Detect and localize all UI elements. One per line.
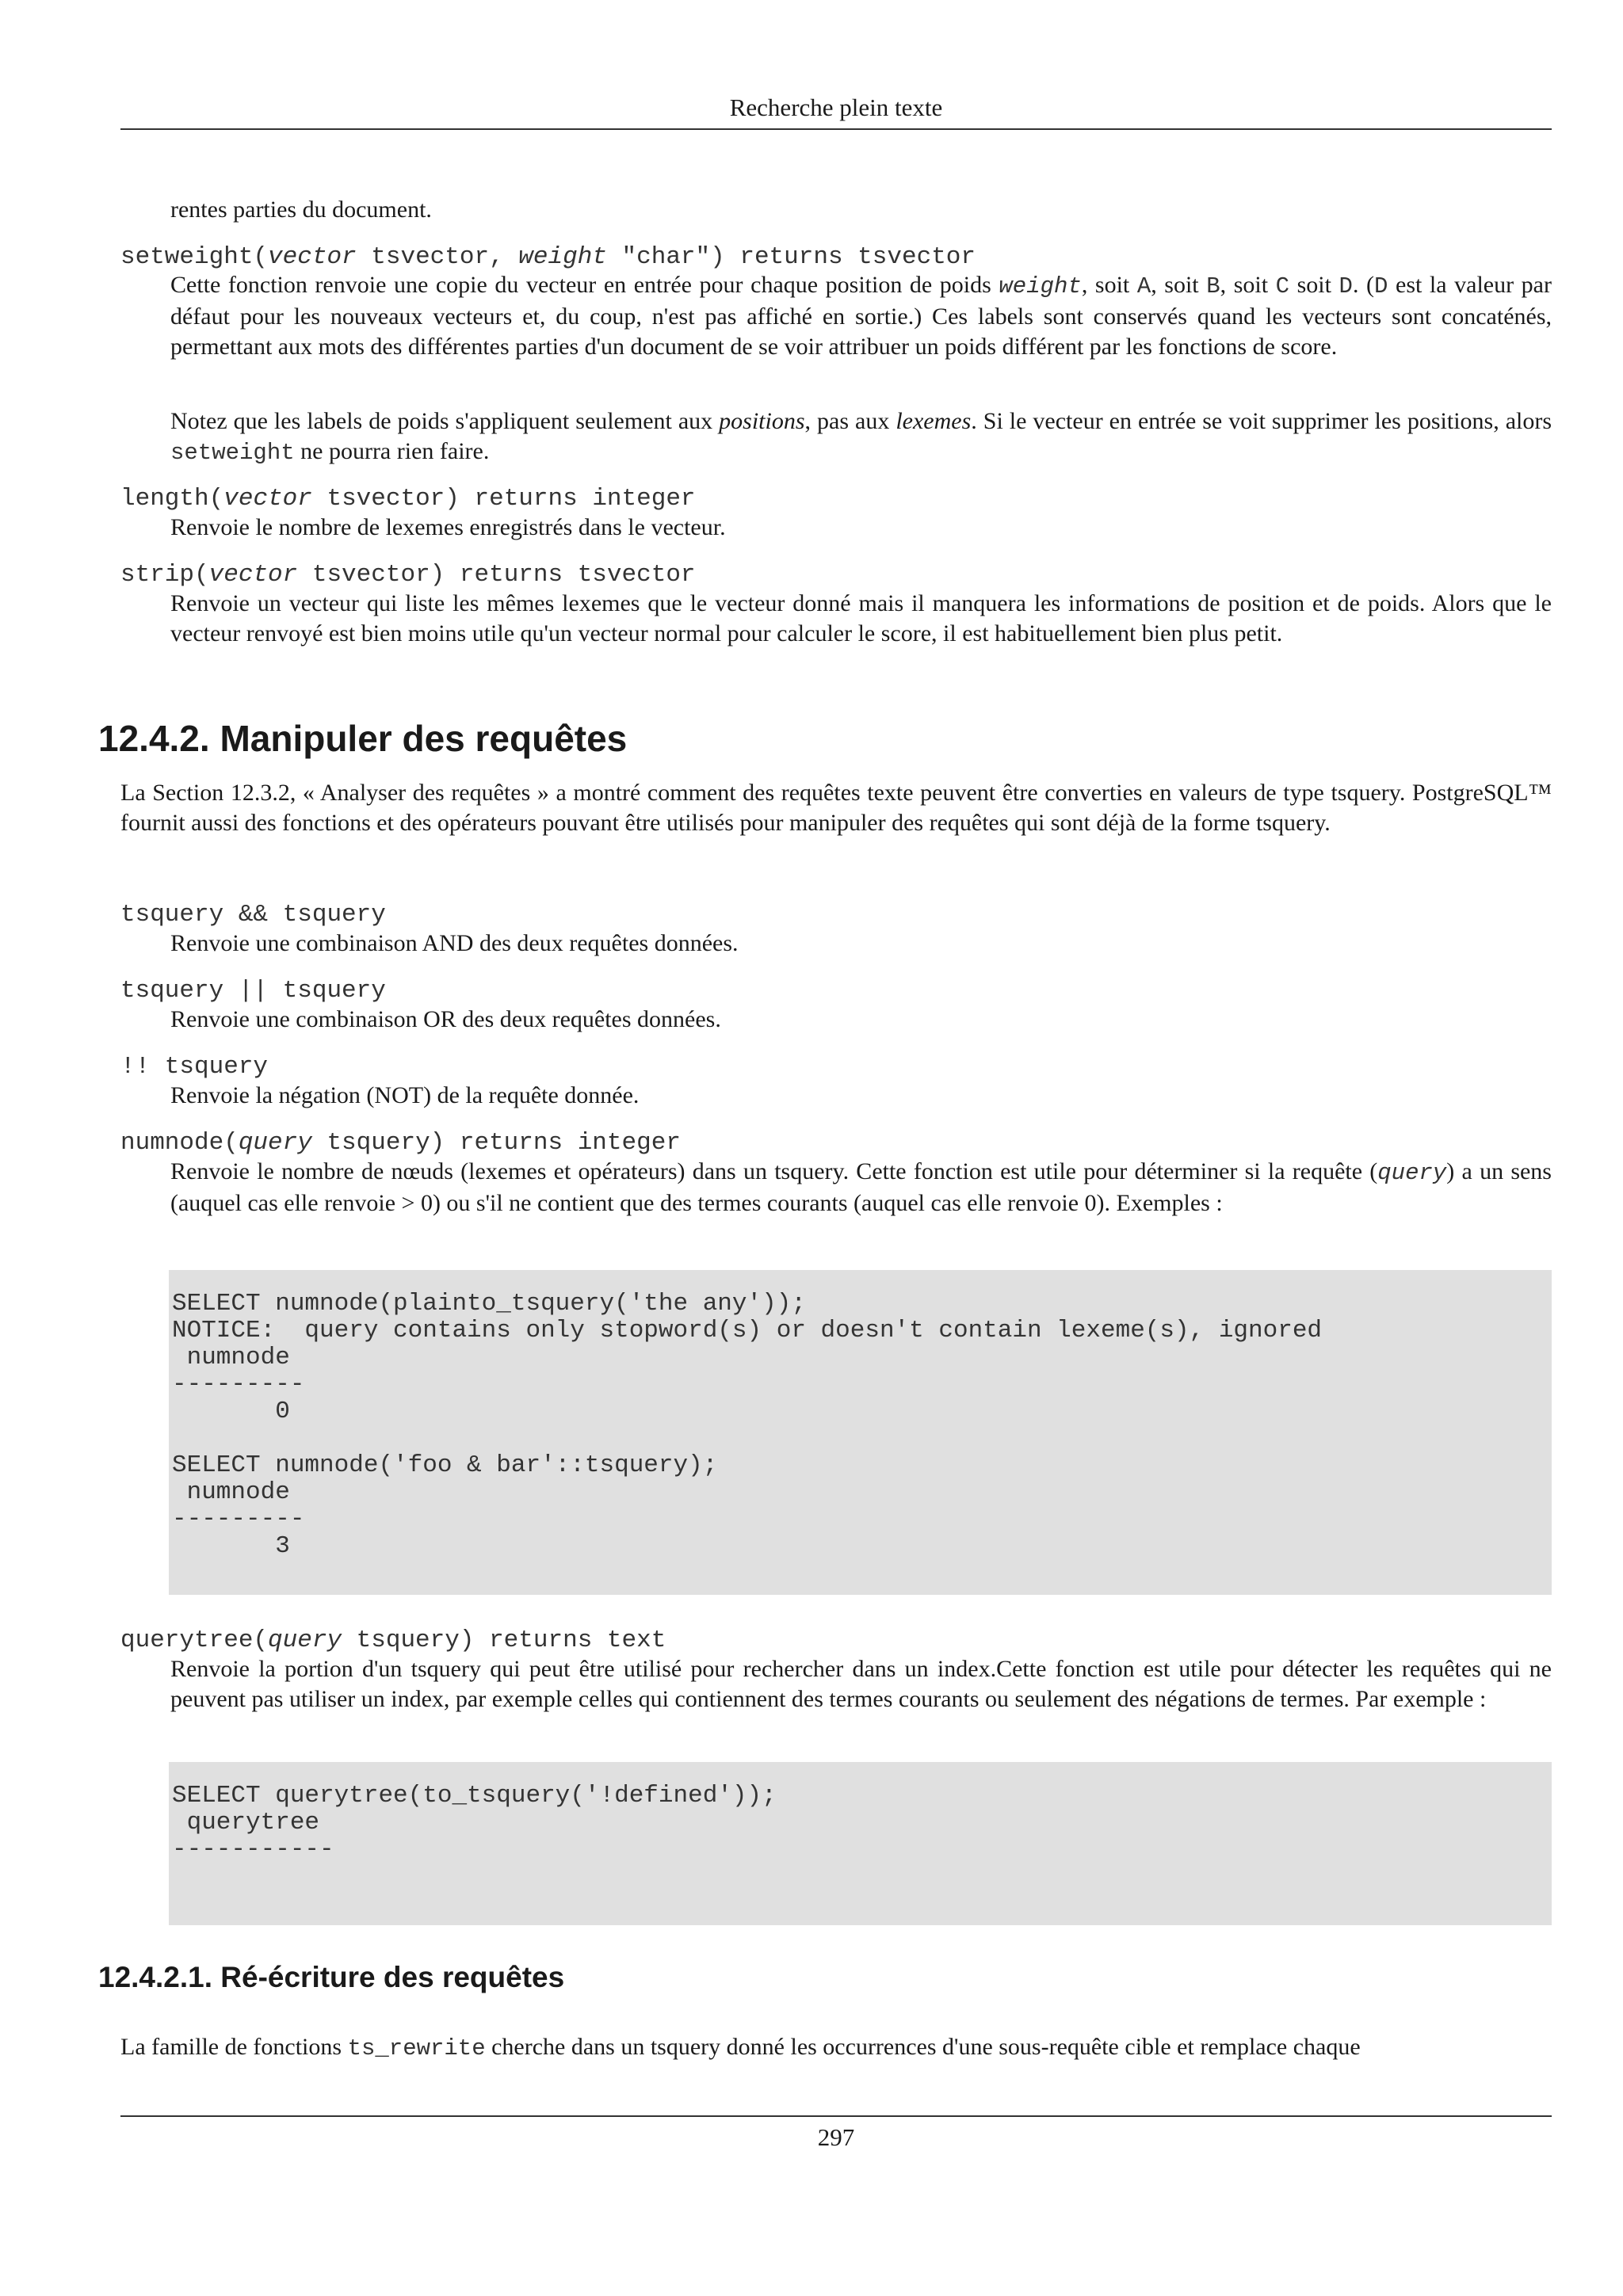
text-run: est la valeur par défaut pour les nouveaux vecteurs et, du coup, n'est pas affiché en sortie.) Ces labels sont conservés quand les vecteurs sont concaténés, permettant aux mots des différentes parties d'un document de se voir attribuer un poids différent par les fonctions de score. xyxy=(170,272,1552,360)
querytree-code-example xyxy=(169,1762,1552,1925)
text-run: cherche dans un tsquery donné les occurrences d'une sous-requête cible et remplace chaque xyxy=(485,2034,1361,2060)
strip-signature xyxy=(120,559,696,590)
emphasis: lexemes xyxy=(896,408,972,434)
subsection-heading: 12.4.2.1. Ré-écriture des requêtes xyxy=(98,1961,565,1993)
length-description: Renvoie le nombre de lexemes enregistrés dans le vecteur. xyxy=(170,514,726,540)
numnode-description xyxy=(170,1157,1552,1219)
not-operator-signature xyxy=(120,1051,268,1082)
section-intro: La Section 12.3.2, « Analyser des requêtes » a montré comment des requêtes texte peuvent être converties en valeurs de type tsquery. PostgreSQL™ fournit aussi des fonctions et des opérateurs pouvant être utilisés pour manipuler des requêtes qui sont déjà de la forme tsquery. xyxy=(120,780,1552,836)
not-operator-description: Renvoie la négation (NOT) de la requête donnée. xyxy=(170,1082,640,1108)
and-operator-description: Renvoie une combinaison AND des deux requêtes données. xyxy=(170,930,739,956)
sig-rest: tsvector) returns integer xyxy=(311,485,696,513)
sig-arg: query xyxy=(238,1129,312,1157)
or-operator-description: Renvoie une combinaison OR des deux requêtes données. xyxy=(170,1006,721,1032)
text-run: ne pourra rien faire. xyxy=(294,438,490,464)
numnode-signature xyxy=(120,1127,681,1158)
setweight-note xyxy=(170,406,1552,468)
sig-rest: "char") returns tsvector xyxy=(606,243,976,271)
setweight-signature xyxy=(120,241,976,273)
footer-rule xyxy=(120,2115,1552,2117)
querytree-signature xyxy=(120,1624,666,1656)
sig-fn: querytree( xyxy=(120,1627,269,1654)
emphasis: positions xyxy=(719,408,805,434)
sig-text: !! tsquery xyxy=(120,1053,269,1081)
sig-rest: tsquery) returns text xyxy=(342,1627,666,1654)
text-run: ) a un sens (auquel cas elle renvoie > 0) ou s'il ne contient que des termes courants (auquel cas elle renvoie 0). Exemples : xyxy=(170,1158,1552,1216)
sig-fn: length( xyxy=(120,485,224,513)
page-number: 297 xyxy=(817,2123,855,2151)
length-signature xyxy=(120,482,696,514)
text-run: , soit xyxy=(1151,272,1207,298)
code-block: SELECT numnode(plainto_tsquery('the any')); NOTICE: query contains only stopword(s) or doesn't contain lexeme(s), ignored numnode --------- 0 SELECT numnode('foo & bar'::tsquery); numnode --------- 3 xyxy=(172,1290,1323,1560)
sig-text: tsquery && tsquery xyxy=(120,901,386,929)
text-run: , pas aux xyxy=(804,408,896,434)
setweight-description xyxy=(170,270,1552,362)
sig-arg: vector xyxy=(223,485,312,513)
text-run: , soit xyxy=(1081,272,1137,298)
strip-description: Renvoie un vecteur qui liste les mêmes lexemes que le vecteur donné mais il manquera les informations de position et de poids. Alors que le vecteur renvoyé est bien moins utile qu'un vecteur normal pour calculer le score, il est habituellement bien plus petit. xyxy=(170,590,1552,646)
text-run: . ( xyxy=(1352,272,1375,298)
inline-code: C xyxy=(1275,273,1290,299)
text-run: Cette fonction renvoie une copie du vecteur en entrée pour chaque position de poids xyxy=(170,272,999,298)
and-operator-signature xyxy=(120,898,386,930)
inline-code: D xyxy=(1338,273,1353,299)
sig-fn: strip( xyxy=(120,561,209,589)
inline-code: A xyxy=(1136,273,1151,299)
inline-code: setweight xyxy=(170,440,295,466)
sig-type: tsvector, xyxy=(356,243,519,271)
sig-text: tsquery || tsquery xyxy=(120,977,386,1005)
text-run: , soit xyxy=(1220,272,1276,298)
intro-tail-text: rentes parties du document. xyxy=(170,196,432,223)
inline-code: B xyxy=(1206,273,1220,299)
text-run: La famille de fonctions xyxy=(120,2034,348,2060)
sig-fn: setweight( xyxy=(120,243,269,271)
text-run: Renvoie le nombre de nœuds (lexemes et opérateurs) dans un tsquery. Cette fonction est utile pour déterminer si la requête ( xyxy=(170,1158,1378,1184)
sig-arg: vector xyxy=(268,243,357,271)
sig-arg: query xyxy=(268,1627,342,1654)
running-header: Recherche plein texte xyxy=(729,93,943,121)
inline-code: D xyxy=(1374,273,1388,299)
sig-arg: weight xyxy=(518,243,607,271)
querytree-description: Renvoie la portion d'un tsquery qui peut être utilisé pour rechercher dans un index.Cette fonction est utile pour détecter les requêtes qui ne peuvent pas utiliser un index, par exemple celles qui contiennent des termes courants ou seulement des négations de termes. Par exemple : xyxy=(170,1656,1552,1712)
sig-rest: tsquery) returns integer xyxy=(311,1129,681,1157)
sig-rest: tsvector) returns tsvector xyxy=(297,561,696,589)
or-operator-signature xyxy=(120,974,386,1006)
header-rule xyxy=(120,128,1552,130)
text-run: Notez que les labels de poids s'appliquent seulement aux xyxy=(170,408,720,434)
sig-arg: vector xyxy=(208,561,298,589)
text-run: . Si le vecteur en entrée se voit supprimer les positions, alors xyxy=(971,408,1552,434)
subsection-text xyxy=(120,2032,1552,2064)
text-run: soit xyxy=(1289,272,1339,298)
code-block: SELECT querytree(to_tsquery('!defined')); querytree ----------- xyxy=(172,1782,777,1863)
inline-code: ts_rewrite xyxy=(347,2035,486,2061)
inline-code: query xyxy=(1377,1160,1447,1186)
inline-code: weight xyxy=(999,273,1082,299)
sig-fn: numnode( xyxy=(120,1129,239,1157)
numnode-code-example xyxy=(169,1270,1552,1595)
section-heading: 12.4.2. Manipuler des requêtes xyxy=(98,718,628,759)
